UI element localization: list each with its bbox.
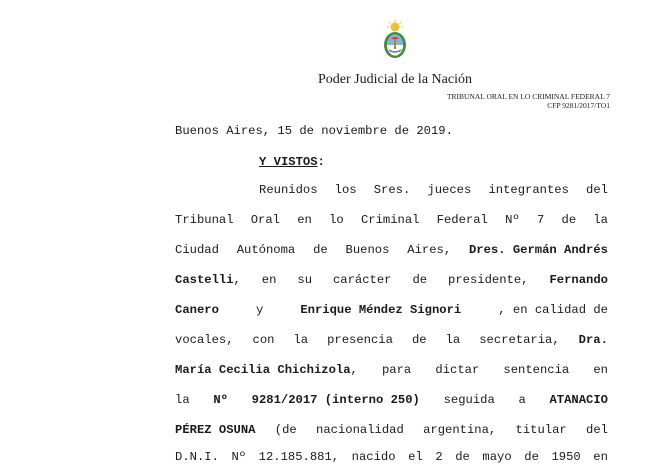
word: para — [381, 363, 412, 377]
word: titular — [515, 423, 567, 437]
word: argentina, — [423, 423, 497, 437]
word: Nº — [231, 450, 247, 464]
word: la — [293, 333, 309, 347]
defendant-surname-bold: PÉREZ OSUNA — [175, 423, 256, 437]
word: a — [518, 393, 526, 407]
word: (de — [274, 423, 297, 437]
secretary-name-bold: María Cecilia Chichizola — [175, 363, 351, 377]
section-heading — [259, 155, 325, 169]
word: D.N.I. — [175, 450, 219, 464]
word: vocales, — [175, 333, 234, 347]
word: la — [593, 213, 608, 227]
word: los — [334, 183, 357, 197]
text-line-5 — [175, 301, 608, 319]
word: en — [261, 273, 277, 287]
word-group — [175, 361, 358, 379]
word: del — [586, 183, 608, 197]
argentine-coat-of-arms-icon — [378, 20, 412, 62]
text-line-7 — [175, 361, 608, 379]
word: sentencia — [503, 363, 570, 377]
word: en — [297, 213, 312, 227]
word-group — [175, 271, 241, 289]
word: Nº — [505, 213, 520, 227]
word: Autónoma — [236, 243, 296, 257]
word: la — [445, 333, 461, 347]
judge-name-bold: Fernando — [549, 273, 608, 287]
word: 12.185.881, — [258, 450, 340, 464]
word: nacido — [351, 450, 396, 464]
word: de — [313, 243, 328, 257]
word: del — [586, 423, 608, 437]
word: carácter — [332, 273, 392, 287]
word: Federal — [436, 213, 488, 227]
text-line-3 — [175, 241, 608, 259]
word: de — [561, 213, 577, 227]
word: presencia — [327, 333, 393, 347]
word: la — [175, 393, 190, 407]
word: integrantes — [488, 183, 569, 197]
word: 1950 — [551, 450, 581, 464]
word: Reunidos — [259, 183, 318, 197]
word: el — [408, 450, 423, 464]
judge-name-bold: Enrique Méndez Signori — [300, 303, 462, 317]
text-line-1 — [259, 181, 608, 199]
comma: , — [233, 273, 241, 287]
word: 2 — [435, 450, 443, 464]
word: nacionalidad — [316, 423, 404, 437]
word: Buenos — [345, 243, 390, 257]
judge-surname-bold: Canero — [175, 303, 219, 317]
text-line-8 — [175, 391, 608, 409]
comma: , — [350, 363, 358, 377]
word: con — [252, 333, 275, 347]
word: Oral — [250, 213, 280, 227]
word: y — [255, 303, 264, 317]
word: su — [297, 273, 313, 287]
case-reference: CFP 9281/2017/TO1 — [547, 101, 610, 110]
institution-name: Poder Judicial de la Nación — [318, 72, 472, 87]
defendant-name-bold: ATANACIO — [549, 393, 608, 407]
word: de — [412, 273, 428, 287]
word: 7 — [536, 213, 545, 227]
word: secretaria, — [479, 333, 560, 347]
judge-surname-bold: Castelli — [175, 273, 234, 287]
word: de — [455, 450, 470, 464]
word: mayo — [482, 450, 512, 464]
word: dictar — [435, 363, 480, 377]
word: Ciudad — [175, 243, 219, 257]
word: Sres. — [373, 183, 411, 197]
date-line: Buenos Aires, 15 de noviembre de 2019. — [175, 124, 453, 138]
word: lo — [329, 213, 344, 227]
word: de — [524, 450, 539, 464]
word: jueces — [427, 183, 472, 197]
judges-names-bold: Dres. Germán Andrés — [468, 243, 608, 257]
word: presidente, — [448, 273, 529, 287]
text-line-2 — [175, 211, 608, 229]
text-line-9 — [175, 421, 608, 439]
word: seguida — [443, 393, 495, 407]
text-line-10 — [175, 448, 608, 466]
heading-colon: : — [317, 155, 325, 169]
text-line-6 — [175, 331, 608, 349]
word: de — [411, 333, 427, 347]
heading-text: Y VISTOS — [259, 155, 318, 169]
word-group: , en calidad de — [498, 303, 608, 317]
word: en — [593, 450, 608, 464]
tribunal-name: TRIBUNAL ORAL EN LO CRIMINAL FEDERAL 7 — [446, 92, 610, 101]
text-line-4 — [175, 271, 608, 289]
number-sign-bold: Nº — [213, 393, 228, 407]
case-number-bold: 9281/2017 (interno 250) — [251, 393, 420, 407]
word: Tribunal — [175, 213, 234, 227]
word: Aires, — [407, 243, 452, 257]
word: en — [593, 363, 608, 377]
word: Criminal — [360, 213, 420, 227]
secretary-title-bold: Dra. — [578, 333, 608, 347]
